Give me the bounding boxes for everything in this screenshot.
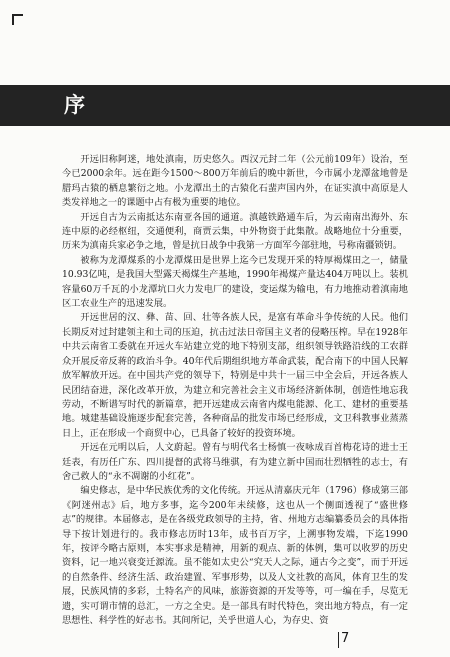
page-number: 7 [341, 631, 350, 646]
paragraph: 开远旧称阿迷，地处滇南，历史悠久。西汉元封二年（公元前109年）设治，至今已2000余年。远在距今1500～800万年前后的晚中新世，今市属小龙潭盆地曾是腊玛古猿的栖息繁衍之地。小龙潭出土的古猿化石蜚声国内外，在证实滇中高原是人类发祥地之一的课题中占有极为重要的地位。 [62, 154, 408, 209]
paragraph: 被称为龙潭煤系的小龙潭煤田是世界上迄今已发现开采的特厚褐煤田之一，储量10.93亿吨，是我国大型露天褐煤生产基地，1990年褐煤产量达404万吨以上。装机容量60万千瓦的小龙潭坑口火力发电厂的建设，变运煤为输电，有力地推动着滇南地区工农业生产的迅速发展。 [62, 254, 408, 310]
paragraph: 开远世居的汉、彝、苗、回、壮等各族人民，是富有革命斗争传统的人民。他们长期反对过封建领主和土司的压迫，抗击过法日帝国主义者的侵略压榨。早在1928年中共云南省工委就在开远火车站建立党的地下特别支部，组织领导铁路沿线的工农群众开展反帝反蒋的政治斗争。40年代后期组织地方革命武装，配合南下的中国人民解放军解放开远。在中国共产党的领导下，特别是中共十一届三中全会后，开远各族人民团结奋进，深化改革开放，为建立和完善社会主义市场经济新体制，创造性地忘我劳动，不断谱写时代的新篇章，把开远建成云南省内煤电能源、化工、建材的重要基地。城建基础设施逐步配套完善，各种商品的批发市场已经形成，文卫科教事业蒸蒸日上，正在形成一个商贸中心，已具备了较好的投资环境。 [62, 312, 408, 439]
paragraph: 编史修志，是中华民族优秀的文化传统。开远从清嘉庆元年（1796）修成第三部《阿迷州志》后，地方多事，迄今200年未续修，这也从一个侧面透视了“盛世修志”的规律。本届修志，是在各级党政领导的主持，省、州地方志编纂委员会的具体指导下按计划进行的。我市修志历时13年，成书百万字，上溯事物发端，下迄1990年，按评今略古原则，本实事求是精神，用新的观点、新的体例，集可以收罗的历史资料，记一地兴衰变迁源流。虽不能如太史公“究天人之际，通古今之变”，而于开远的自然条件、经济生活、政治建置、军事形势，以及人文社教的高风，体育卫生的发展，民族风情的多彩，土特名产的风味，旅游资源的开发等等，可一编在手，尽览无遗，实可谓市情的总汇，一方之全史。是一部具有时代特色，突出地方特点，有一定思想性、科学性的好志书。其间所记，关乎世道人心，为存史、资 [62, 485, 408, 626]
paragraph: 开远自古为云南抵达东南亚各国的通道。滇越铁路通车后，为云南南出海外、东连中原的必经枢纽，交通便利，商贾云集，中外物资于此集散。战略地位十分重要，历来为滇南兵家必争之地，曾是抗日战争中我第一方面军今部驻地，号称南疆锁钥。 [62, 211, 408, 252]
page-number-rule [338, 632, 339, 648]
paragraph: 开远在元明以后，人文蔚起。曾有与明代名士杨慎一夜咏成百首梅花诗的进士王廷表，有历任广东、四川提督的武将马维骐，有为建立新中国而壮烈牺牲的志士，有舍己救人的“永不凋谢的小红花”。 [62, 442, 408, 482]
page-title: 序 [64, 92, 87, 117]
body-text [62, 153, 408, 628]
corner-mark [12, 14, 23, 25]
